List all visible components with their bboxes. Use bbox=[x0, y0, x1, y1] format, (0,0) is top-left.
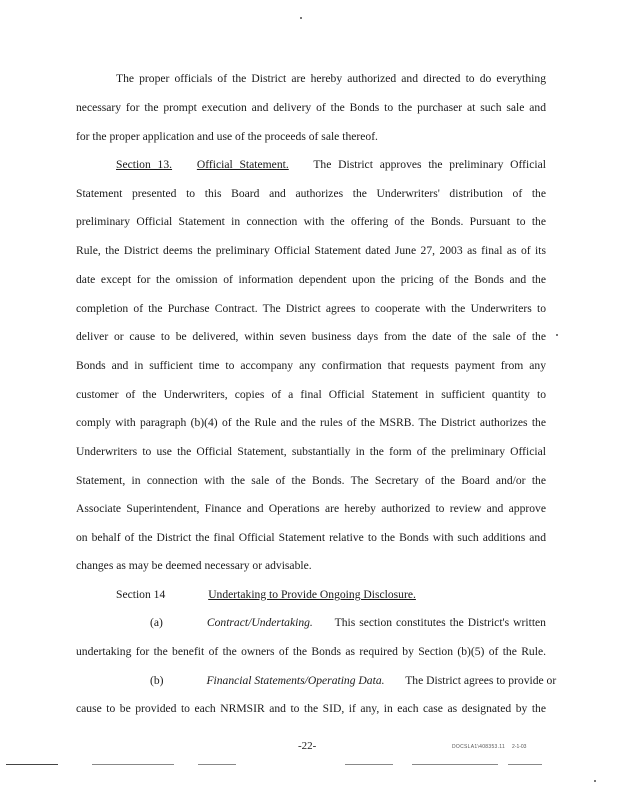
paragraph-line: comply with paragraph (b)(4) of the Rule and the rules of the MSRB. The District authorizes the bbox=[76, 416, 546, 429]
paragraph-line: Underwriters to use the Official Statement, substantially in the form of the preliminary Official bbox=[76, 445, 546, 458]
paragraph-line: The proper officials of the District are hereby authorized and directed to do everything bbox=[116, 72, 546, 85]
paragraph-line: on behalf of the District the final Official Statement relative to the Bonds with such additions and bbox=[76, 531, 546, 544]
section-14-heading-line bbox=[116, 588, 546, 602]
item-b-title: Financial Statements/Operating Data. bbox=[206, 674, 385, 687]
section-13-text: The District approves the preliminary Official bbox=[313, 158, 546, 171]
item-a-line bbox=[150, 616, 546, 630]
scan-speck bbox=[594, 780, 596, 782]
paragraph-line: completion of the Purchase Contract. The District agrees to cooperate with the Underwriters to bbox=[76, 302, 546, 315]
item-b-label: (b) bbox=[150, 674, 164, 687]
footer-rule bbox=[6, 764, 58, 765]
footer-rule bbox=[92, 764, 174, 765]
item-a-text: This section constitutes the District's written bbox=[334, 616, 546, 629]
paragraph-line: undertaking for the benefit of the owners of the Bonds as required by Section (b)(5) of the Rule. bbox=[76, 645, 546, 658]
paragraph-line: necessary for the prompt execution and delivery of the Bonds to the purchaser at such sale and bbox=[76, 101, 546, 114]
paragraph-line: Rule, the District deems the preliminary Official Statement dated June 27, 2003 as final as of its bbox=[76, 244, 546, 257]
section-14-title: Undertaking to Provide Ongoing Disclosure. bbox=[208, 588, 416, 601]
paragraph-line: deliver or cause to be delivered, within seven business days from the date of the sale of the bbox=[76, 330, 546, 343]
paragraph-line: date except for the omission of information dependent upon the pricing of the Bonds and the bbox=[76, 273, 546, 286]
document-date-code: 2-1-03 bbox=[512, 744, 527, 750]
footer-rule bbox=[508, 764, 542, 765]
paragraph-line: Statement, in connection with the sale of the Bonds. The Secretary of the Board and/or the bbox=[76, 474, 546, 487]
paragraph-line: for the proper application and use of the proceeds of sale thereof. bbox=[76, 130, 378, 143]
section-13-title: Official Statement. bbox=[196, 158, 289, 171]
item-a-title: Contract/Undertaking. bbox=[206, 616, 313, 629]
section-13-label: Section 13. bbox=[116, 158, 173, 171]
footer-rule bbox=[345, 764, 393, 765]
page-number: -22- bbox=[298, 740, 317, 752]
scan-speck bbox=[300, 17, 302, 19]
document-id: DOCSLA1\408353.11 bbox=[452, 744, 506, 750]
paragraph-line: customer of the Underwriters, copies of a final Official Statement in sufficient quantity to bbox=[76, 388, 546, 401]
paragraph-line: Statement presented to this Board and authorizes the Underwriters' distribution of the bbox=[76, 187, 546, 200]
section-13-heading-line bbox=[116, 158, 546, 172]
item-b-text: The District agrees to provide or bbox=[405, 674, 557, 687]
section-14-label: Section 14 bbox=[116, 588, 166, 601]
paragraph-line: preliminary Official Statement in connection with the offering of the Bonds. Pursuant to the bbox=[76, 215, 546, 228]
footer-rule bbox=[412, 764, 498, 765]
footer-rule bbox=[198, 764, 236, 765]
paragraph-line: Bonds and in sufficient time to accompany any confirmation that requests payment from any bbox=[76, 359, 546, 372]
scan-speck bbox=[556, 334, 558, 336]
paragraph-line: changes as may be deemed necessary or advisable. bbox=[76, 559, 312, 572]
paragraph-line: cause to be provided to each NRMSIR and to the SID, if any, in each case as designated by the bbox=[76, 702, 546, 715]
item-b-line bbox=[150, 674, 557, 688]
item-a-label: (a) bbox=[150, 616, 163, 629]
paragraph-line: Associate Superintendent, Finance and Operations are hereby authorized to review and approve bbox=[76, 502, 546, 515]
